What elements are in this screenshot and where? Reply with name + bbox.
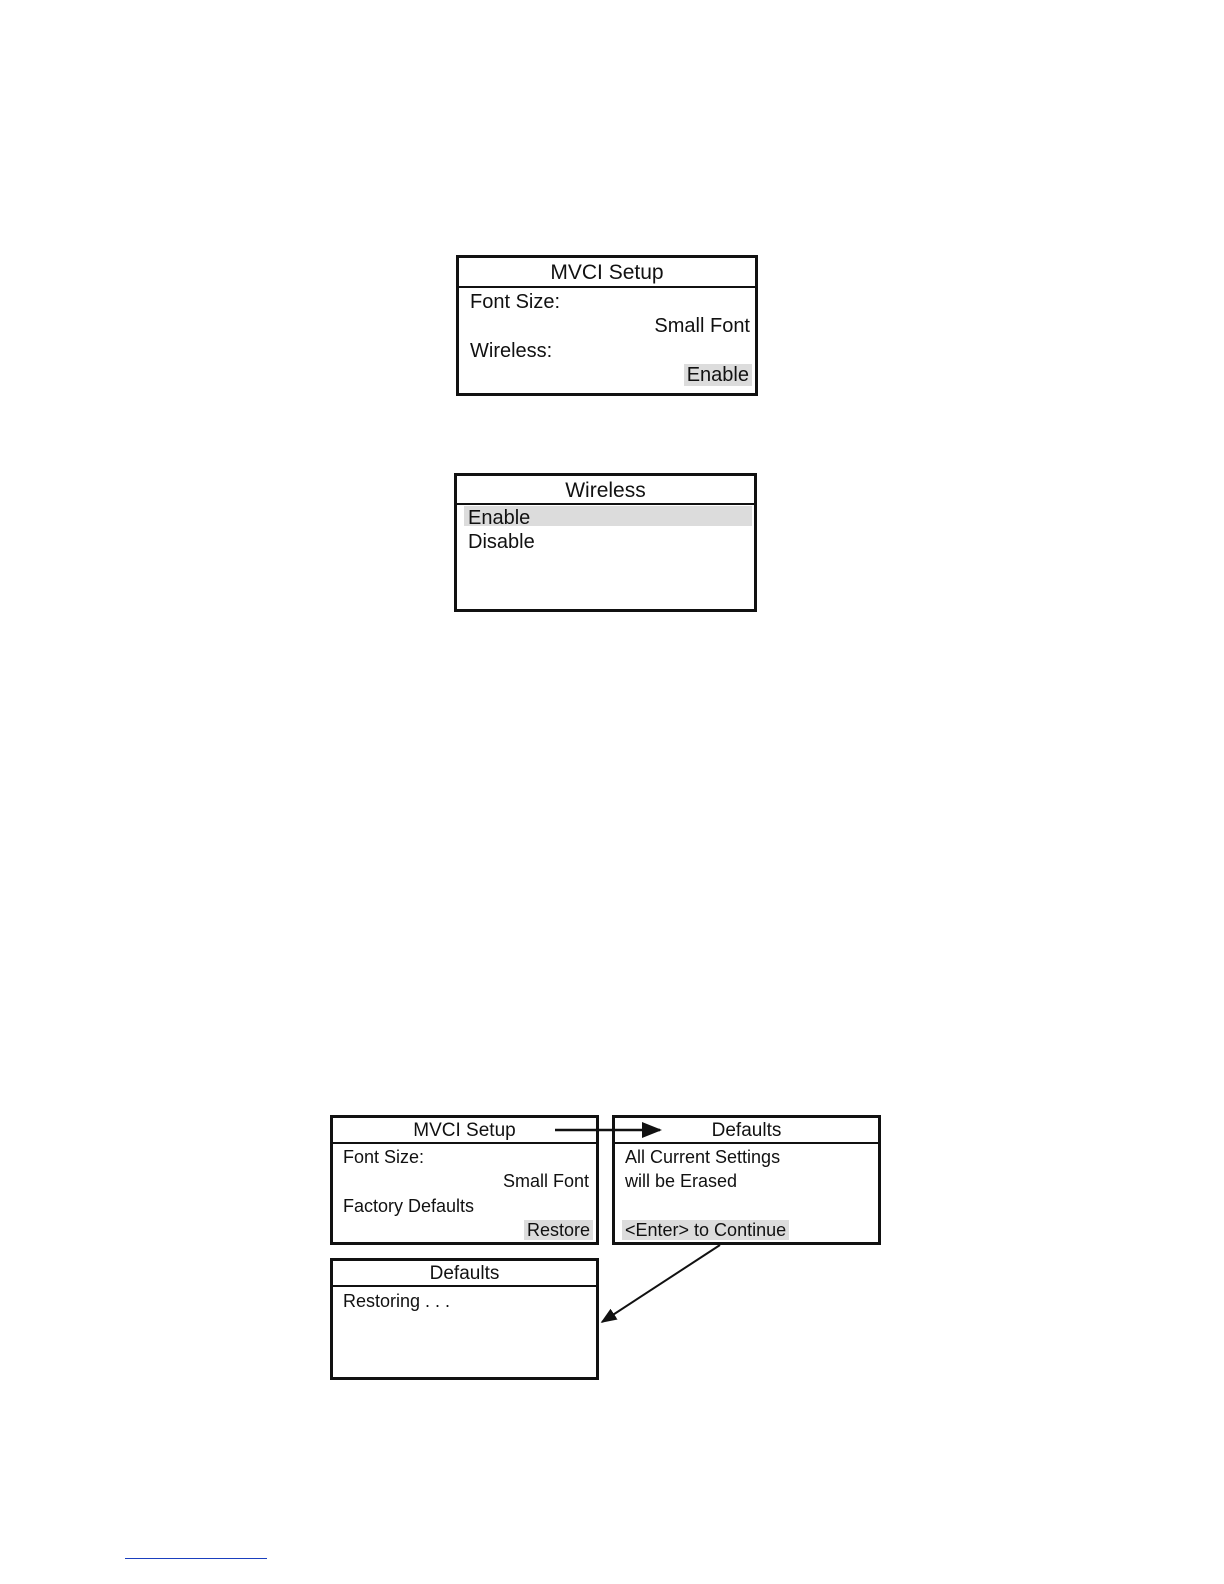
screen-title: Defaults [333,1261,596,1287]
font-size-label: Font Size: [343,1147,425,1167]
enter-to-continue[interactable]: <Enter> to Continue [622,1220,789,1240]
screen-title: MVCI Setup [333,1118,596,1144]
font-size-value[interactable]: Small Font [502,1171,589,1191]
menu-option-enable[interactable]: Enable [468,507,531,529]
menu-option-disable[interactable]: Disable [468,531,535,553]
font-size-value[interactable]: Small Font [654,315,750,337]
restore-value[interactable]: Restore [524,1220,593,1240]
restoring-status: Restoring . . . [343,1291,451,1311]
font-size-label: Font Size: [470,291,561,313]
warning-line-2: will be Erased [625,1171,738,1191]
screen-title: Wireless [457,476,754,505]
screen-title: Defaults [615,1118,878,1144]
wireless-label: Wireless: [470,340,553,362]
wireless-value[interactable]: Enable [684,364,752,386]
footer-rule [125,1558,267,1559]
factory-defaults-label: Factory Defaults [343,1196,475,1216]
warning-line-1: All Current Settings [625,1147,781,1167]
arrow-confirm-to-restoring [602,1245,720,1322]
screen-title: MVCI Setup [459,258,755,288]
